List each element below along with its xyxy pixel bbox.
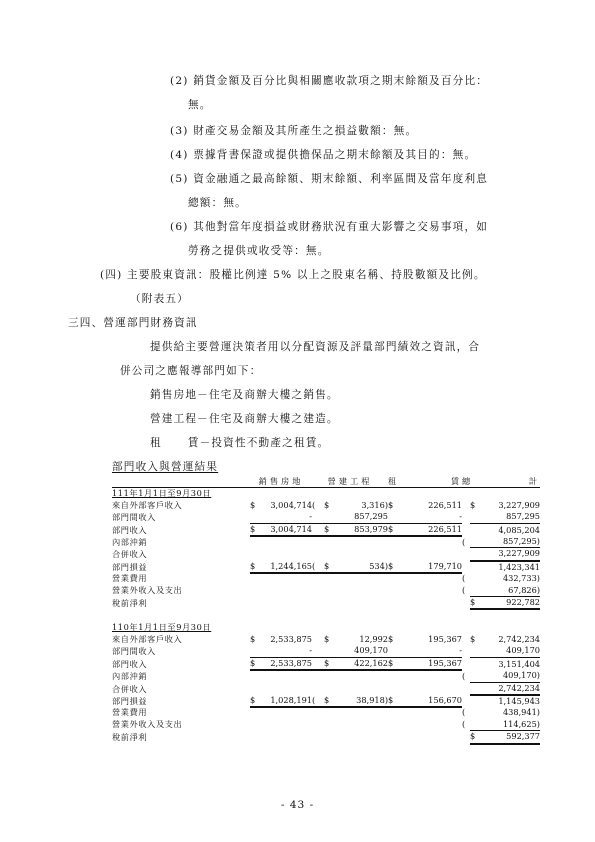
- construction-currency: $: [324, 657, 334, 670]
- sales-value: [260, 597, 312, 610]
- construction-value: 38,918): [334, 695, 388, 707]
- construction-value: [334, 548, 388, 561]
- header-construction: 營建工程: [312, 476, 388, 488]
- segment-construction: 營建工程－住宅及商辦大樓之建造。: [150, 413, 339, 425]
- item-2-num: (2): [170, 75, 189, 87]
- sales-value: [260, 573, 312, 584]
- leasing-value: [400, 682, 462, 695]
- empty-cell: [312, 488, 324, 500]
- sales-currency: $: [250, 499, 256, 510]
- header-total-b: 計: [528, 476, 541, 486]
- section-34-para-1: 提供給主要營運決策者用以分配資源及評量部門績效之資訊，合: [150, 341, 481, 353]
- empty-cell: [470, 488, 480, 500]
- construction-value: 12,992: [359, 633, 389, 644]
- construction-value: [334, 536, 388, 548]
- construction-value: [334, 585, 388, 597]
- leasing-currency: $: [388, 561, 400, 573]
- leasing-currency: [388, 548, 400, 561]
- empty-cell: [250, 488, 260, 500]
- construction-value: [334, 719, 388, 731]
- leasing-value: [400, 707, 462, 718]
- total-value: 432,733): [502, 573, 541, 584]
- total-paren: [462, 500, 470, 511]
- item-4-num: (4): [170, 149, 189, 161]
- table-row: [112, 695, 540, 707]
- total-value: 592,377: [480, 731, 540, 744]
- total-currency: [470, 695, 480, 707]
- total-currency: $: [470, 499, 476, 510]
- leasing-currency: [388, 682, 400, 695]
- item-6-cont: 勞務之提供或收受等：無。: [188, 245, 330, 257]
- leasing-currency: [388, 645, 400, 657]
- sales-value: [260, 670, 312, 682]
- item-6-text: 其他對當年度損益或財務狀況有重大影響之交易事項，如: [193, 221, 489, 233]
- empty-cell: [462, 622, 470, 633]
- total-paren: [462, 561, 470, 573]
- leasing-currency: $: [388, 657, 400, 670]
- sales-currency: [250, 573, 260, 584]
- construction-value: 3,316): [361, 499, 389, 510]
- construction-value: [334, 731, 388, 744]
- total-currency: [470, 536, 480, 548]
- total-currency: [470, 645, 480, 657]
- total-currency: [470, 523, 480, 536]
- total-value: 857,295): [480, 536, 540, 548]
- sales-currency: [250, 511, 260, 523]
- table-row: [112, 573, 540, 584]
- leasing-currency: [388, 719, 400, 731]
- total-value: 1,145,943: [498, 695, 541, 706]
- leasing-value: -: [400, 645, 462, 657]
- total-paren: [462, 682, 470, 695]
- total-value: 4,085,204: [498, 524, 541, 535]
- sales-value: 1,028,191: [260, 695, 312, 707]
- leasing-value: [400, 670, 462, 682]
- construction-currency: [324, 597, 334, 610]
- empty-cell: [334, 488, 388, 500]
- segment-leasing-a: 租: [150, 437, 162, 449]
- leasing-value: [400, 597, 462, 610]
- row-label: 稅前淨利: [112, 732, 148, 743]
- construction-value: 857,295: [334, 511, 388, 523]
- period-label: 111年1月1日至9月30日: [112, 488, 212, 499]
- section-34-para-2: 併公司之應報導部門如下：: [120, 365, 262, 377]
- item-5-num: (5): [170, 173, 189, 185]
- segment-leasing: [150, 436, 329, 450]
- table-row: [112, 511, 540, 523]
- total-currency: [470, 585, 480, 597]
- construction-value: [334, 670, 388, 682]
- leasing-currency: [388, 511, 400, 523]
- sales-currency: [250, 682, 260, 695]
- total-value: 409,170): [480, 670, 540, 682]
- construction-currency: [324, 645, 334, 657]
- table-row: [112, 523, 540, 536]
- construction-value: [334, 597, 388, 610]
- construction-currency: $: [324, 561, 334, 573]
- leasing-currency: [388, 731, 400, 744]
- item-2-cont: 無。: [188, 99, 212, 111]
- sales-value: 2,533,875: [270, 633, 313, 644]
- construction-currency: [324, 682, 334, 695]
- construction-paren: (: [312, 499, 316, 510]
- empty-cell: [400, 488, 462, 500]
- sales-value: -: [260, 511, 312, 523]
- sales-currency: $: [250, 633, 256, 644]
- leasing-currency: [388, 573, 400, 584]
- header-total: [462, 476, 540, 488]
- leasing-value: [400, 731, 462, 744]
- item-5-cont: 總額：無。: [188, 197, 247, 209]
- row-label: 部門間收入: [112, 511, 156, 522]
- total-currency: [470, 719, 480, 731]
- construction-value: [334, 707, 388, 718]
- total-paren: [462, 731, 470, 744]
- total-value: 409,170: [480, 645, 540, 657]
- row-label: 合併收入: [112, 549, 148, 560]
- total-value: 3,151,404: [498, 658, 541, 669]
- row-label: 部門收入: [112, 658, 148, 669]
- sales-currency: $: [250, 561, 260, 573]
- sales-currency: $: [250, 523, 260, 536]
- empty-cell: [250, 622, 260, 633]
- segment-table: [112, 476, 540, 745]
- construction-paren: [312, 536, 324, 548]
- section-4-text: 主要股東資訊：股權比例達 5% 以上之股東名稱、持股數額及比例。: [127, 269, 486, 281]
- construction-value: 409,170: [334, 645, 388, 657]
- item-3-text: 財產交易金額及其所產生之損益數額：無。: [193, 125, 418, 137]
- sales-value: [260, 682, 312, 695]
- empty-cell: [480, 622, 540, 633]
- table-row: [112, 682, 540, 695]
- construction-currency: $: [324, 695, 334, 707]
- row-label: 合併收入: [112, 683, 148, 694]
- total-paren: [462, 634, 470, 645]
- page-number: - 43 -: [280, 799, 315, 811]
- construction-paren: [312, 670, 324, 682]
- construction-currency: [324, 731, 334, 744]
- sales-value: [260, 719, 312, 731]
- table-row: [112, 634, 540, 645]
- total-paren: (: [462, 719, 466, 730]
- leasing-currency: $: [388, 523, 400, 536]
- leasing-currency: [388, 597, 400, 610]
- total-value: 857,295: [480, 511, 540, 523]
- construction-currency: [324, 707, 334, 718]
- construction-currency: $: [324, 523, 334, 536]
- segment-sales: 銷售房地－住宅及商辦大樓之銷售。: [150, 389, 339, 401]
- empty-cell: [324, 488, 334, 500]
- construction-paren: [312, 657, 324, 670]
- total-currency: $: [470, 597, 480, 610]
- total-value: 67,826): [480, 585, 540, 597]
- sales-value: 3,004,714: [260, 523, 312, 536]
- total-currency: $: [470, 731, 480, 744]
- construction-paren: [312, 707, 324, 718]
- total-paren: [462, 657, 470, 670]
- construction-value: 422,162: [334, 657, 388, 670]
- empty-cell: [260, 622, 312, 633]
- construction-paren: [312, 548, 324, 561]
- table-row: [112, 645, 540, 657]
- construction-currency: [324, 585, 334, 597]
- table-row: [112, 500, 540, 511]
- leasing-currency: $: [388, 695, 400, 707]
- item-4-text: 票據背書保證或提供擔保品之期末餘額及其目的：無。: [193, 149, 477, 161]
- row-label: 營業外收入及支出: [112, 719, 183, 730]
- construction-currency: $: [324, 499, 330, 510]
- leasing-value: -: [400, 511, 462, 523]
- row-label: 來自外部客戶收入: [112, 633, 183, 644]
- section-4-cont: （附表五）: [130, 293, 189, 305]
- total-currency: [470, 707, 480, 718]
- table-row: [112, 597, 540, 610]
- section-34-heading-text: 三四、營運部門財務資訊: [68, 317, 198, 329]
- construction-paren: [312, 731, 324, 744]
- spacer-cell: [112, 609, 540, 622]
- sales-currency: [250, 707, 260, 718]
- row-label: 來自外部客戶收入: [112, 499, 183, 510]
- total-value: 3,227,909: [480, 548, 540, 561]
- row-label: 部門損益: [112, 695, 148, 706]
- sales-currency: $: [250, 695, 260, 707]
- item-4: [170, 148, 476, 162]
- leasing-currency: $: [388, 499, 394, 510]
- construction-currency: $: [324, 633, 330, 644]
- construction-currency: [324, 719, 334, 731]
- row-label: 營業費用: [112, 707, 148, 718]
- sales-value: 2,533,875: [260, 657, 312, 670]
- leasing-value: [400, 585, 462, 597]
- item-3-num: (3): [170, 125, 189, 137]
- segment-leasing-b: 賃－投資性不動產之租賃。: [187, 437, 330, 449]
- item-6-num: (6): [170, 221, 189, 233]
- construction-value: [334, 682, 388, 695]
- leasing-value: 226,511: [400, 523, 462, 536]
- section-34-heading: [68, 316, 198, 330]
- header-total-a: 總: [462, 476, 474, 486]
- total-value: 2,742,234: [480, 682, 540, 695]
- sales-currency: [250, 731, 260, 744]
- leasing-value: [400, 536, 462, 548]
- construction-paren: [312, 719, 324, 731]
- leasing-currency: $: [388, 633, 394, 644]
- empty-cell: [480, 488, 540, 500]
- item-2-text: 銷貨金額及百分比與相關應收款項之期末餘額及百分比：: [193, 75, 489, 87]
- sales-currency: $: [250, 657, 260, 670]
- empty-cell: [462, 488, 470, 500]
- construction-value: [334, 573, 388, 584]
- total-paren: (: [462, 670, 466, 681]
- empty-cell: [260, 488, 312, 500]
- period-row: [112, 488, 540, 500]
- row-label: 部門收入: [112, 524, 148, 535]
- sales-value: [260, 536, 312, 548]
- table-header: [112, 476, 540, 488]
- table-row: [112, 731, 540, 744]
- empty-cell: [324, 622, 334, 633]
- row-label: 內部沖銷: [112, 536, 148, 547]
- sales-currency: [250, 645, 260, 657]
- header-leasing: [388, 476, 462, 488]
- section-4-num: (四): [100, 269, 123, 281]
- row-label: 內部沖銷: [112, 670, 148, 681]
- construction-currency: [324, 511, 334, 523]
- row-label: 部門損益: [112, 561, 148, 572]
- header-leasing-a: 租: [388, 476, 400, 486]
- total-currency: [470, 670, 480, 682]
- total-paren: [462, 548, 470, 561]
- period-row: [112, 622, 540, 633]
- total-paren: [462, 523, 470, 536]
- total-currency: [470, 657, 480, 670]
- table-row: [112, 548, 540, 561]
- construction-paren: (: [312, 561, 324, 573]
- table-row: [112, 561, 540, 573]
- item-5: [170, 172, 488, 186]
- table-row: [112, 657, 540, 670]
- leasing-value: [400, 573, 462, 584]
- construction-paren: [312, 573, 324, 584]
- construction-paren: [312, 682, 324, 695]
- table-row: [112, 707, 540, 718]
- total-currency: [470, 548, 480, 561]
- total-paren: [462, 597, 470, 610]
- header-leasing-b: 賃: [450, 476, 463, 486]
- sales-currency: [250, 597, 260, 610]
- total-currency: [470, 561, 480, 573]
- item-3: [170, 124, 417, 138]
- total-paren: [462, 695, 470, 707]
- row-label: 營業費用: [112, 573, 148, 584]
- leasing-value: 226,511: [428, 499, 463, 510]
- construction-paren: [312, 645, 324, 657]
- empty-cell: [312, 622, 324, 633]
- spacer-row: [112, 609, 540, 622]
- sales-value: 1,244,165: [260, 561, 312, 573]
- table-row: [112, 585, 540, 597]
- total-currency: [470, 682, 480, 695]
- empty-cell: [400, 622, 462, 633]
- leasing-currency: [388, 670, 400, 682]
- empty-cell: [388, 622, 400, 633]
- table-title: 部門收入與營運結果: [112, 461, 219, 473]
- leasing-value: [400, 548, 462, 561]
- total-value: 438,941): [502, 707, 541, 718]
- construction-paren: [312, 597, 324, 610]
- row-label: 營業外收入及支出: [112, 585, 183, 596]
- leasing-value: 195,367: [400, 657, 462, 670]
- total-currency: $: [470, 633, 476, 644]
- total-paren: (: [462, 573, 466, 584]
- construction-currency: [324, 573, 334, 584]
- construction-paren: (: [312, 695, 324, 707]
- table-row: [112, 719, 540, 731]
- construction-currency: [324, 548, 334, 561]
- row-label: 稅前淨利: [112, 598, 148, 609]
- construction-currency: [324, 670, 334, 682]
- total-paren: (: [462, 536, 466, 547]
- sales-currency: [250, 536, 260, 548]
- row-label: 部門間收入: [112, 645, 156, 656]
- total-paren: (: [462, 707, 466, 718]
- period-label: 110年1月1日至9月30日: [112, 622, 212, 633]
- empty-cell: [334, 622, 388, 633]
- empty-cell: [470, 622, 480, 633]
- construction-paren: [312, 511, 324, 523]
- sales-value: 3,004,714: [270, 499, 313, 510]
- sales-currency: [250, 670, 260, 682]
- total-value: 1,423,341: [498, 561, 541, 572]
- table-row: [112, 536, 540, 548]
- sales-value: [260, 585, 312, 597]
- total-paren: (: [462, 585, 466, 596]
- sales-value: [260, 707, 312, 718]
- total-paren: [462, 645, 470, 657]
- leasing-currency: [388, 536, 400, 548]
- section-4: [100, 268, 486, 282]
- construction-paren: [312, 634, 324, 645]
- construction-paren: [312, 523, 324, 536]
- total-currency: [470, 573, 480, 584]
- construction-value: 853,979: [334, 523, 388, 536]
- total-currency: [470, 511, 480, 523]
- header-sales: 銷售房地: [250, 476, 312, 488]
- table-row: [112, 670, 540, 682]
- sales-value: [260, 731, 312, 744]
- sales-currency: [250, 548, 260, 561]
- leasing-currency: [388, 707, 400, 718]
- leasing-value: 179,710: [400, 561, 462, 573]
- item-6: [170, 220, 488, 234]
- total-value: 2,742,234: [498, 633, 541, 644]
- construction-currency: [324, 536, 334, 548]
- construction-value: 534): [334, 561, 388, 573]
- sales-value: -: [260, 645, 312, 657]
- leasing-value: 195,367: [428, 633, 463, 644]
- sales-value: [260, 548, 312, 561]
- total-value: 922,782: [480, 597, 540, 610]
- leasing-value: 156,670: [400, 695, 462, 707]
- total-value: 114,625): [480, 719, 540, 731]
- header-blank: [112, 476, 250, 488]
- total-paren: [462, 511, 470, 523]
- construction-paren: [312, 585, 324, 597]
- item-2: [170, 74, 488, 88]
- item-5-text: 資金融通之最高餘額、期末餘額、利率區間及當年度利息: [193, 173, 489, 185]
- sales-currency: [250, 719, 260, 731]
- total-value: 3,227,909: [498, 499, 541, 510]
- sales-currency: [250, 585, 260, 597]
- leasing-value: [400, 719, 462, 731]
- empty-cell: [388, 488, 400, 500]
- leasing-currency: [388, 585, 400, 597]
